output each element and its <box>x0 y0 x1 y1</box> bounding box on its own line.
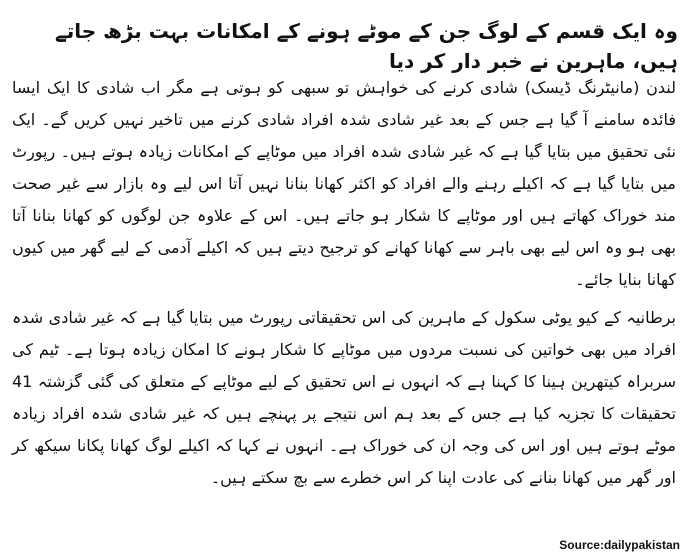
source-credit: Source:dailypakistan <box>559 538 680 552</box>
headline: وہ ایک قسم کے لوگ جن کے موٹے ہونے کے امکانات بہت بڑھ جاتے ہیں، ماہرین نے خبر دار کر دیا <box>54 19 678 73</box>
paragraph-1: لندن (مانیٹرنگ ڈیسک) شادی کرنے کی خواہش تو سبھی کو ہوتی ہے مگر اب شادی کا ایک ایسا فائدہ سامنے آ گیا ہے جس کے بعد غیر شادی شدہ افراد شادی کرنے میں تاخیر نہیں کریں گے۔ ایک نئی تحقیق میں بتایا گیا ہے کہ غیر شادی شدہ افراد میں موٹاپے کے امکانات زیادہ ہوتے ہیں۔ رپورٹ میں بتایا گیا ہے کہ اکیلے رہنے والے افراد کو اکثر کھانا بنانا نہیں آتا اس لیے وہ بازار سے غیر صحت مند خوراک کھاتے ہیں اور موٹاپے کا شکار ہو جاتے ہیں۔ اس کے علاوہ جن لوگوں کو کھانا بنانا آتا بھی ہو وہ اس لیے بھی باہر سے کھانا کھانے کو ترجیح دیتے ہیں کہ اکیلے آدمی کے لیے گھر میں کیوں کھانا بنایا جائے۔ <box>12 78 676 289</box>
paragraph-2: برطانیہ کے کیو یوٹی سکول کے ماہرین کی اس تحقیقاتی رپورٹ میں بتایا گیا ہے کہ غیر شادی شدہ افراد میں بھی خواتین کی نسبت مردوں میں موٹاپے کا شکار ہونے کا امکان زیادہ ہوتا ہے۔ ٹیم کی سربراہ کیتھرین ہینا کا کہنا ہے کہ انہوں نے اس تحقیق کے لیے موٹاپے کے متعلق کی گئی گزشتہ 41 تحقیقات کا تجزیہ کیا ہے جس کے بعد ہم اس نتیجے پر پہنچے ہیں کہ غیر شادی شدہ افراد زیادہ موٹے ہوتے ہیں اور اس کی وجہ ان کی خوراک ہے۔ انہوں نے کہا کہ اکیلے لوگ کھانا پکانا سیکھ کر اور گھر میں کھانا بنانے کی عادت اپنا کر اس خطرے سے بچ سکتے ہیں۔ <box>12 308 676 487</box>
